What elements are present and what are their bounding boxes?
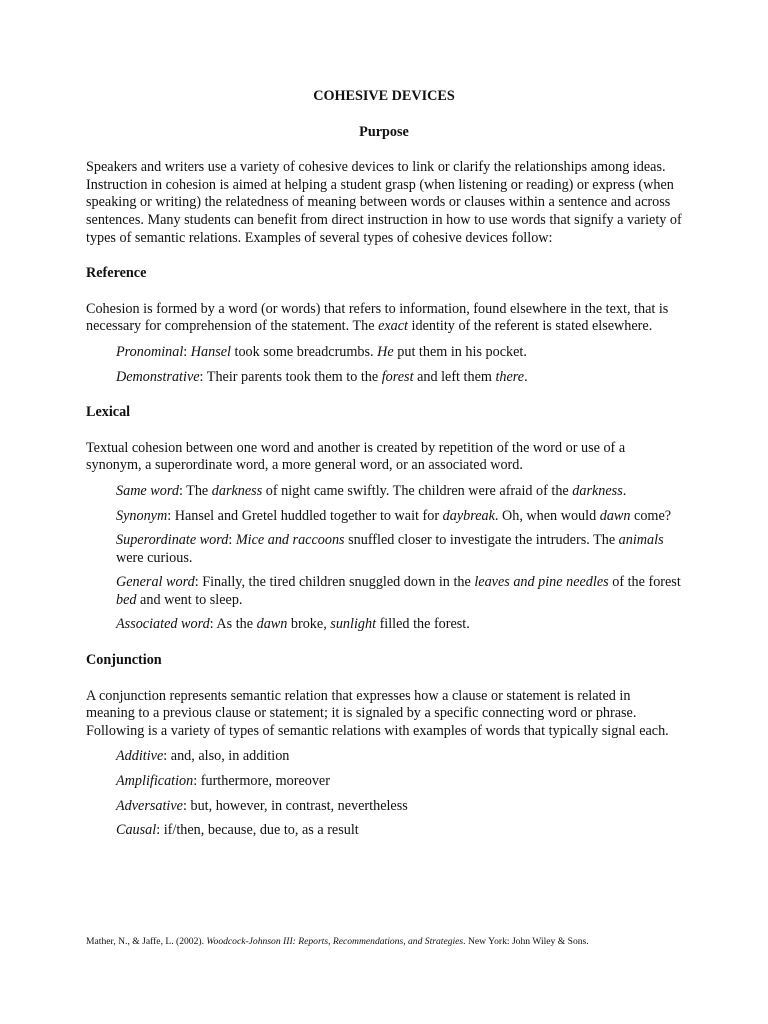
example-additive: Additive: and, also, in addition [116, 748, 290, 765]
example-amplification: Amplification: furthermore, moreover [116, 773, 330, 790]
page-title: COHESIVE DEVICES [313, 88, 455, 104]
conjunction-examples [116, 748, 682, 839]
example-demonstrative: Demonstrative: Their parents took them to the forest and left them there. [116, 368, 528, 385]
lexical-heading: Lexical [86, 404, 131, 421]
example-synonym: Synonym: Hansel and Gretel huddled together to wait for daybreak. Oh, when would dawn come? [116, 507, 672, 524]
example-superordinate-word: Superordinate word: Mice and raccoons snuffled closer to investigate the intruders. The animals were curious. [116, 532, 664, 566]
reference-examples [116, 344, 682, 386]
lexical-paragraph: Textual cohesion between one word and another is created by repetition of the word or use of a synonym, a superordinate word, a more general word, or an associated word. [86, 439, 626, 474]
example-associated-word: Associated word: As the dawn broke, sunlight filled the forest. [116, 616, 470, 633]
example-general-word: General word: Finally, the tired children snuggled down in the leaves and pine needles of the forest bed and went to sleep. [116, 574, 681, 608]
example-causal: Causal: if/then, because, due to, as a result [116, 822, 359, 839]
reference-paragraph: Cohesion is formed by a word (or words) that refers to information, found elsewhere in the text, that is necessary for comprehension of the statement. The exact identity of the referent is stated elsewhere. [86, 300, 669, 335]
lexical-examples [116, 483, 682, 634]
conjunction-paragraph: A conjunction represents semantic relation that expresses how a clause or statement is related in meaning to a previous clause or statement; it is signaled by a specific connecting word or phrase. Following is a variety of types of semantic relations with examples of words that typically signal each. [86, 687, 669, 739]
purpose-heading: Purpose [359, 123, 409, 140]
reference-heading: Reference [86, 265, 147, 282]
example-same-word: Same word: The darkness of night came swiftly. The children were afraid of the darkness. [116, 482, 627, 499]
example-adversative: Adversative: but, however, in contrast, nevertheless [116, 797, 408, 814]
document-page [86, 88, 682, 840]
conjunction-heading: Conjunction [86, 652, 162, 669]
citation-footer: Mather, N., & Jaffe, L. (2002). Woodcock-Johnson III: Reports, Recommendations, and Strategies. New York: John Wiley & Sons. [86, 936, 589, 947]
intro-paragraph: Speakers and writers use a variety of cohesive devices to link or clarify the relationships among ideas. Instruction in cohesion is aimed at helping a student grasp (when listening or reading) or express (when speaking or writing) the relatedness of meaning between words or clauses within a sentence and across sentences. Many students can benefit from direct instruction in how to use words that signify a variety of types of semantic relations. Examples of several types of cohesive devices follow: [86, 159, 682, 246]
example-pronominal: Pronominal: Hansel took some breadcrumbs. He put them in his pocket. [116, 343, 527, 360]
